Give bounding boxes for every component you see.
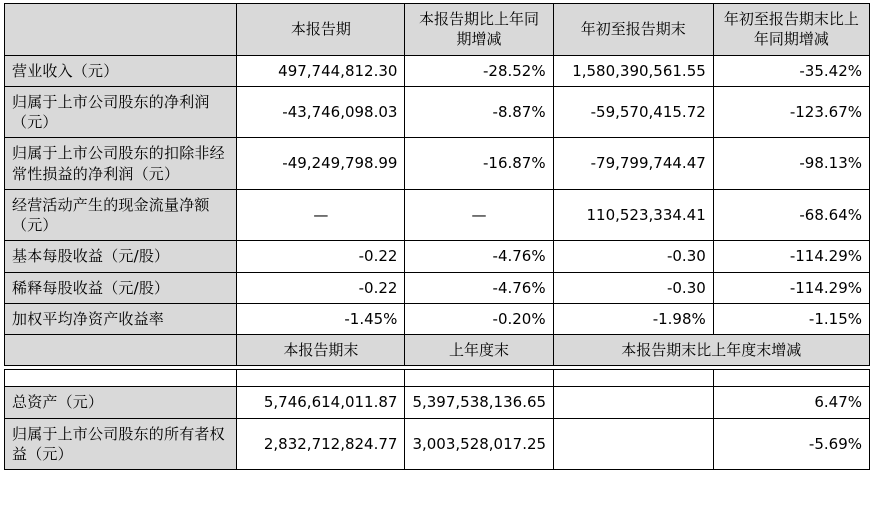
row-value-ytd-yoy: -114.29% <box>713 272 869 303</box>
row-value-current-period: — <box>237 189 405 241</box>
row-label: 总资产（元） <box>5 387 237 418</box>
row-value-ytd-yoy: -1.15% <box>713 303 869 334</box>
row-value-ytd: -1.98% <box>553 303 713 334</box>
row-value-current-period: -0.22 <box>237 272 405 303</box>
header-cell-current-period-yoy: 本报告期比上年同期增减 <box>405 4 553 56</box>
financial-summary-sheet <box>0 3 874 511</box>
row-value-prior-year-end: 5,397,538,136.65 <box>405 387 553 418</box>
row-value-current-period-yoy: -4.76% <box>405 241 553 272</box>
table-header-row <box>5 4 870 56</box>
row-value-current-period: 497,744,812.30 <box>237 55 405 86</box>
table-row <box>5 55 870 86</box>
row-value-ytd-yoy: -68.64% <box>713 189 869 241</box>
table-row <box>5 189 870 241</box>
row-value-ytd: -79,799,744.47 <box>553 138 713 190</box>
row-value-ytd-yoy: -98.13% <box>713 138 869 190</box>
row-value-ytd: -0.30 <box>553 272 713 303</box>
second-header-cell-prior-year-end: 上年度末 <box>405 335 553 366</box>
row-label: 营业收入（元） <box>5 55 237 86</box>
table-gap <box>5 370 870 387</box>
row-label: 基本每股收益（元/股） <box>5 241 237 272</box>
row-value-ytd: 1,580,390,561.55 <box>553 55 713 86</box>
row-value-current-period: -1.45% <box>237 303 405 334</box>
row-value-current-period: -43,746,098.03 <box>237 86 405 138</box>
row-value-current-period: -0.22 <box>237 241 405 272</box>
row-value-current-period-yoy: -16.87% <box>405 138 553 190</box>
second-header-cell-blank <box>5 335 237 366</box>
table-row <box>5 303 870 334</box>
row-value-ytd: 110,523,334.41 <box>553 189 713 241</box>
row-label: 经营活动产生的现金流量净额（元） <box>5 189 237 241</box>
row-value-change: 6.47% <box>713 387 869 418</box>
table-row <box>5 241 870 272</box>
second-header-cell-change: 本报告期末比上年度末增减 <box>553 335 869 366</box>
row-value-change: -5.69% <box>713 418 869 470</box>
table-row <box>5 418 870 470</box>
financial-table-top <box>4 3 870 366</box>
row-value-spacer <box>553 418 713 470</box>
row-value-current-period-yoy: -0.20% <box>405 303 553 334</box>
row-label: 归属于上市公司股东的净利润（元） <box>5 86 237 138</box>
second-header-cell-period-end: 本报告期末 <box>237 335 405 366</box>
row-label: 归属于上市公司股东的扣除非经常性损益的净利润（元） <box>5 138 237 190</box>
row-value-period-end: 2,832,712,824.77 <box>237 418 405 470</box>
header-cell-blank <box>5 4 237 56</box>
header-cell-current-period: 本报告期 <box>237 4 405 56</box>
table-row <box>5 138 870 190</box>
table-row <box>5 86 870 138</box>
row-value-ytd: -59,570,415.72 <box>553 86 713 138</box>
table-row <box>5 272 870 303</box>
row-value-current-period-yoy: -4.76% <box>405 272 553 303</box>
row-value-spacer <box>553 387 713 418</box>
header-cell-ytd: 年初至报告期末 <box>553 4 713 56</box>
row-value-current-period: -49,249,798.99 <box>237 138 405 190</box>
row-value-ytd-yoy: -114.29% <box>713 241 869 272</box>
row-value-current-period-yoy: — <box>405 189 553 241</box>
table-second-header-row <box>5 335 870 366</box>
row-value-ytd: -0.30 <box>553 241 713 272</box>
row-value-prior-year-end: 3,003,528,017.25 <box>405 418 553 470</box>
header-cell-ytd-yoy: 年初至报告期末比上年同期增减 <box>713 4 869 56</box>
financial-table-bottom <box>4 369 870 470</box>
row-value-current-period-yoy: -8.87% <box>405 86 553 138</box>
table-row <box>5 387 870 418</box>
row-label: 加权平均净资产收益率 <box>5 303 237 334</box>
row-label: 稀释每股收益（元/股） <box>5 272 237 303</box>
row-label: 归属于上市公司股东的所有者权益（元） <box>5 418 237 470</box>
row-value-period-end: 5,746,614,011.87 <box>237 387 405 418</box>
row-value-current-period-yoy: -28.52% <box>405 55 553 86</box>
row-value-ytd-yoy: -35.42% <box>713 55 869 86</box>
row-value-ytd-yoy: -123.67% <box>713 86 869 138</box>
